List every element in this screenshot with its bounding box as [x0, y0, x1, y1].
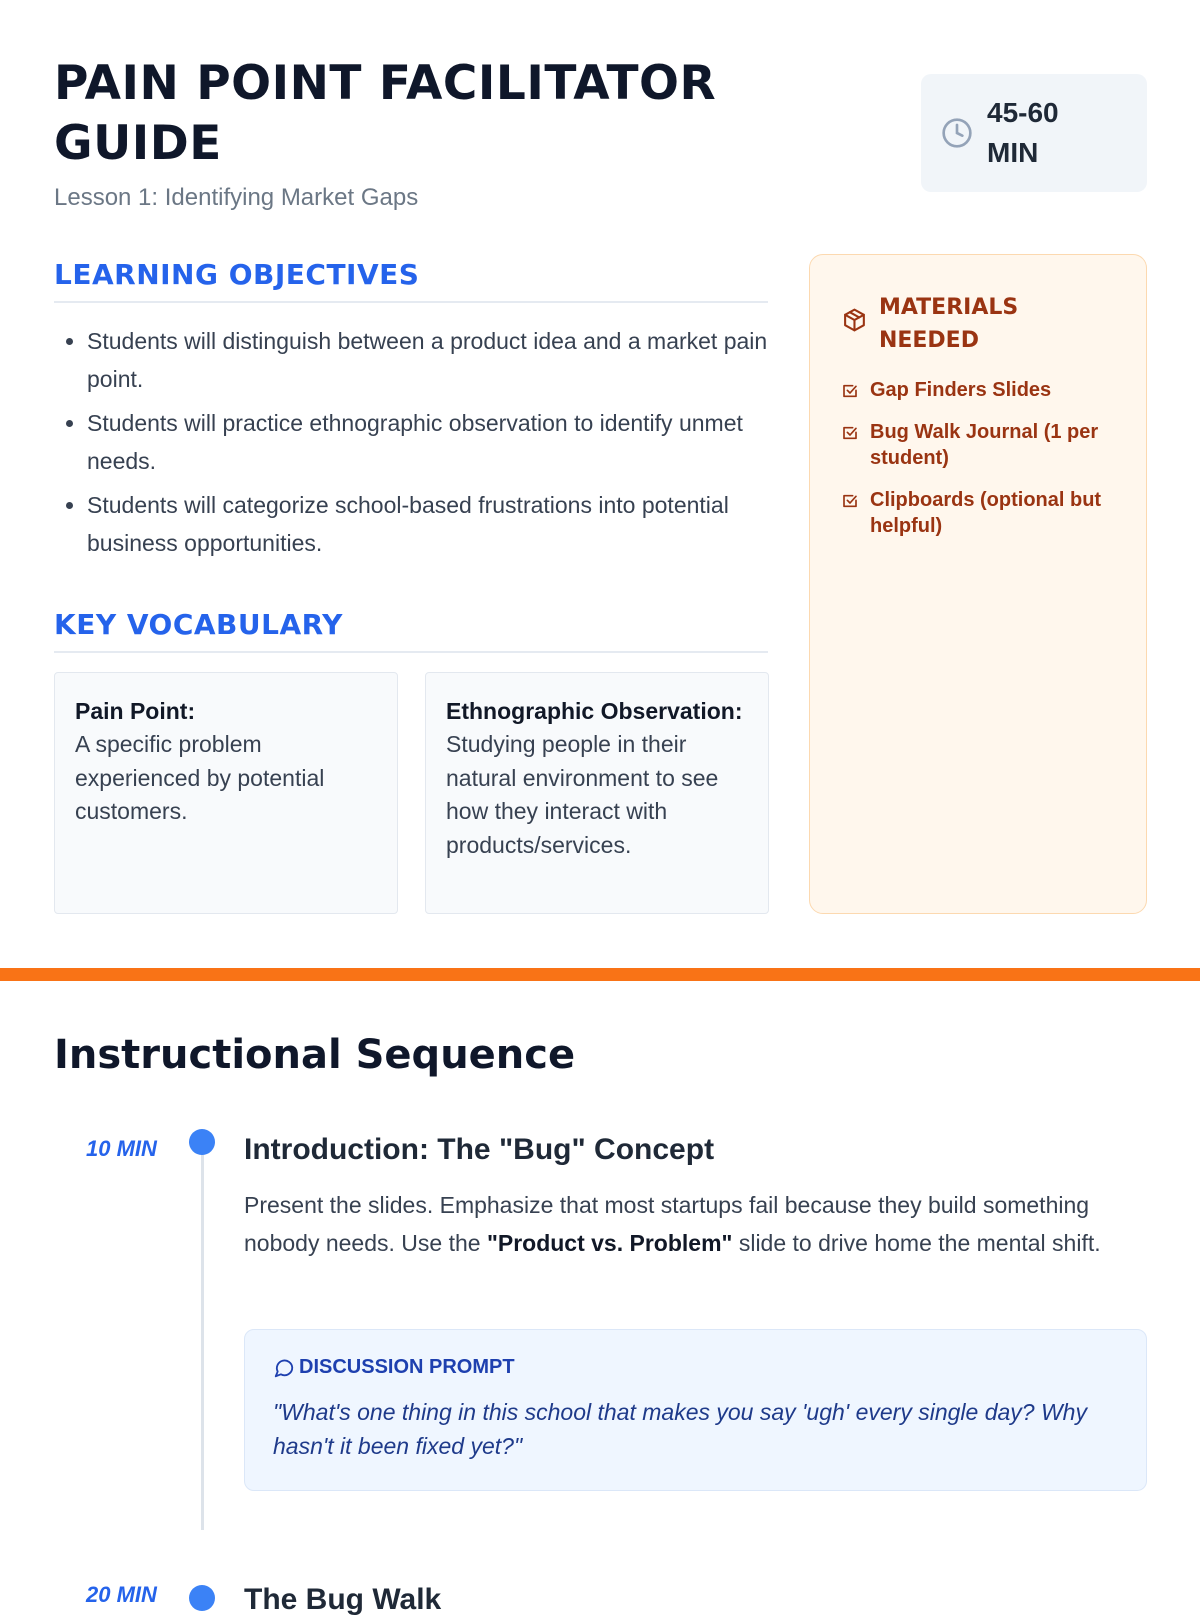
objectives-heading: LEARNING OBJECTIVES: [54, 258, 768, 303]
step-title: Introduction: The "Bug" Concept: [244, 1133, 715, 1166]
chat-bubble-icon: [273, 1357, 295, 1379]
document-header: [54, 54, 814, 212]
vocabulary-heading: KEY VOCABULARY: [54, 608, 768, 653]
section-divider: [0, 968, 1200, 981]
checkbox-icon: [842, 383, 858, 399]
timeline-dot: [189, 1129, 215, 1155]
timeline-line: [201, 1140, 204, 1530]
vocab-card-pain-point: [54, 672, 398, 914]
vocab-term: Ethnographic Observation:: [446, 698, 743, 724]
vocab-definition: A specific problem experienced by potential customers.: [75, 731, 325, 824]
step-time: 10 MIN: [86, 1136, 157, 1161]
step-emphasis: "Product vs. Problem": [486, 1229, 733, 1256]
materials-header: [842, 291, 1116, 357]
list-item: [842, 487, 1116, 539]
material-label: Bug Walk Journal (1 per student): [870, 421, 1099, 469]
materials-panel: [809, 254, 1147, 914]
prompt-label: [273, 1356, 1118, 1379]
step-title: The Bug Walk: [244, 1583, 442, 1616]
checkbox-icon: [842, 493, 858, 509]
step-text: slide to drive home the mental shift.: [732, 1229, 1101, 1256]
sequence-heading: Instructional Sequence: [54, 1032, 576, 1078]
list-item: [842, 419, 1116, 471]
step-text: Present the slides. Emphasize that most startups fail because they build something nobody needs. Use the: [244, 1192, 1090, 1256]
step-time: 20 MIN: [86, 1582, 157, 1607]
checkbox-icon: [842, 425, 858, 441]
discussion-prompt: [244, 1329, 1147, 1491]
prompt-text: "What's one thing in this school that makes you say 'ugh' every single day? Why hasn't it been fixed yet?": [273, 1399, 1087, 1459]
objectives-list: [54, 322, 801, 568]
list-item: • Students will distinguish between a product idea and a market pain point.: [87, 322, 801, 398]
duration-badge: [921, 74, 1147, 192]
clock-icon: [941, 117, 973, 149]
duration-text: 45-60 MIN: [987, 97, 1059, 168]
step-description: [244, 1187, 1144, 1262]
vocab-definition: Studying people in their natural environment to see how they interact with products/services.: [446, 731, 719, 858]
list-item: • Students will categorize school-based frustrations into potential business opportunities.: [87, 486, 801, 562]
material-label: Gap Finders Slides: [870, 379, 1052, 401]
page-title: PAIN POINT FACILITATOR GUIDE: [54, 56, 717, 171]
material-label: Clipboards (optional but helpful): [870, 489, 1102, 537]
page-subtitle: Lesson 1: Identifying Market Gaps: [54, 184, 419, 211]
prompt-label-text: DISCUSSION PROMPT: [299, 1356, 515, 1378]
list-item: • Students will practice ethnographic observation to identify unmet needs.: [87, 404, 801, 480]
package-icon: [842, 307, 867, 333]
vocab-term: Pain Point:: [75, 698, 196, 724]
list-item: [842, 377, 1116, 403]
materials-heading: MATERIALS NEEDED: [878, 295, 1019, 353]
vocab-card-ethnographic-observation: [425, 672, 769, 914]
timeline-dot: [189, 1585, 215, 1611]
